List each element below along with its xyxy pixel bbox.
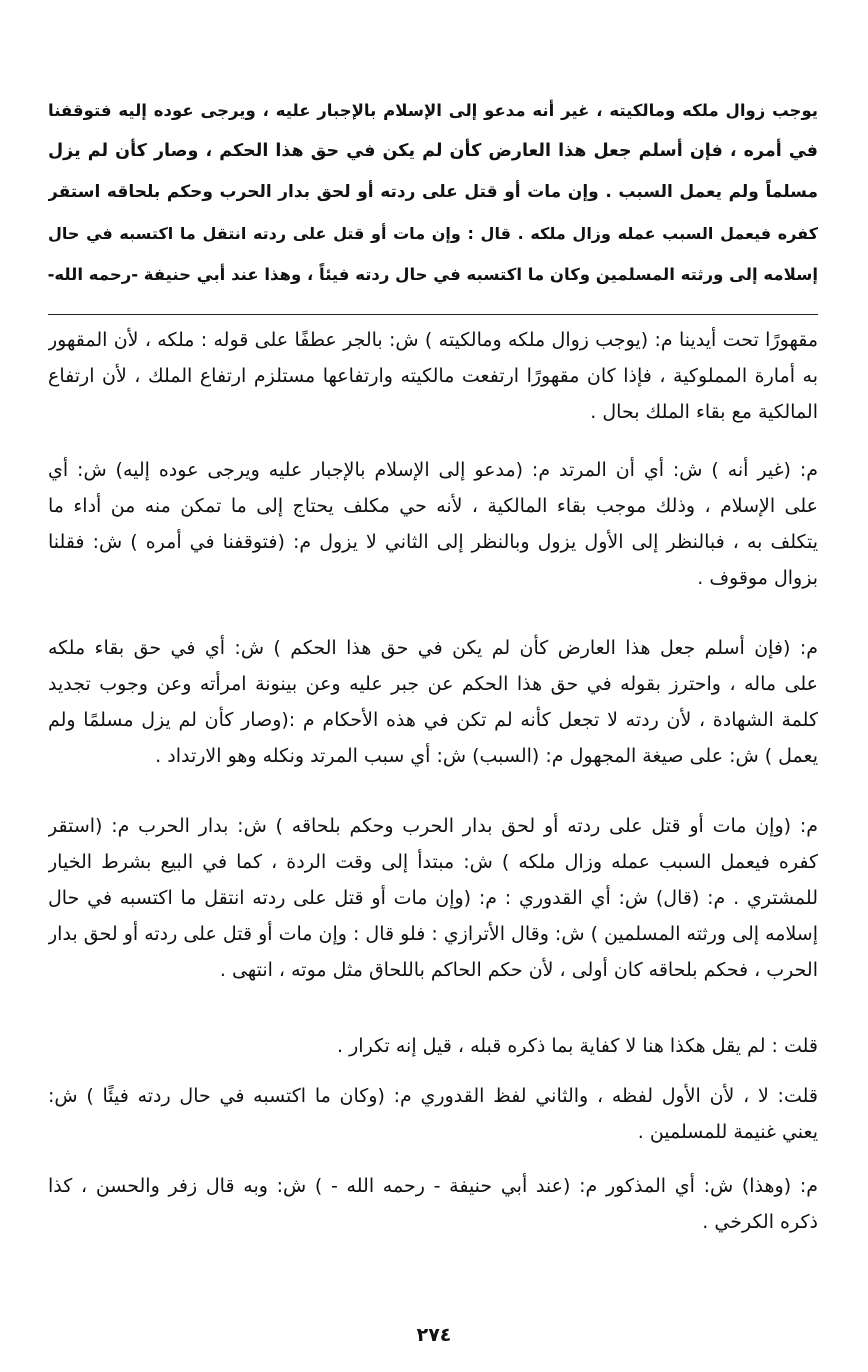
commentary-line: بزوال موقوف . <box>697 567 818 589</box>
commentary-line: قلت: لا ، لأن الأول لفظه ، والثاني لفظ القدوري م: (وكان ما اكتسبه في حال ردته فيئًا ) ش: <box>48 1085 818 1107</box>
commentary-paragraph <box>48 1028 818 1064</box>
commentary-line: للمشتري . م: (قال) ش: أي القدوري : م: (وإن مات أو قتل على ردته انتقل ما اكتسبه في حال <box>48 887 818 909</box>
commentary-paragraph <box>48 630 818 774</box>
matn-line: إسلامه إلى ورثته المسلمين وكان ما اكتسبه في حال ردته فيئاً ، وهذا عند أبي حنيفة -رحمه الله- <box>48 265 818 284</box>
commentary-paragraph <box>48 452 818 596</box>
commentary-line: يعني غنيمة للمسلمين . <box>637 1121 818 1143</box>
commentary-line: على الإسلام ، وذلك موجب بقاء المالكية ، لأنه حي مكلف يحتاج إلى ما تمكن منه من أداء ما <box>48 495 818 517</box>
commentary-line: كلمة الشهادة ، لأن ردته لا تجعل كأنه لم تكن في هذه الأحكام م :(وصار كأن لم يزل مسلمًا ولم <box>48 709 818 731</box>
commentary-line: قلت : لم يقل هكذا هنا لا كفاية بما ذكره قبله ، قيل إنه تكرار . <box>337 1035 818 1057</box>
commentary-line: يتكلف به ، فبالنظر إلى الأول يزول وبالنظر إلى الثاني لا يزول م: (فتوقفنا في أمره ) ش: فقلنا <box>48 531 818 553</box>
commentary-line: المالكية مع بقاء الملك بحال . <box>590 401 818 423</box>
commentary-line: كفره فيعمل السبب عمله وزال ملكه ) ش: مبتدأ إلى وقت الردة ، كما في البيع بشرط الخيار <box>48 851 818 873</box>
commentary-line: م: (وهذا) ش: أي المذكور م: (عند أبي حنيفة - رحمه الله - ) ش: وبه قال زفر والحسن ، كذا <box>48 1175 818 1197</box>
matn-text <box>48 90 818 295</box>
separator-rule <box>48 314 818 315</box>
commentary-line: مقهورًا تحت أيدينا م: (يوجب زوال ملكه ومالكيته ) ش: بالجر عطفًا على قوله : ملكه ، لأن المقهور <box>48 329 818 351</box>
matn-line: يوجب زوال ملكه ومالكيته ، غير أنه مدعو إلى الإسلام بالإجبار عليه ، ويرجى عوده إليه فتوقفنا <box>48 101 818 120</box>
commentary-line: يعمل ) ش: على صيغة المجهول م: (السبب) ش: أي سبب المرتد ونكله وهو الارتداد . <box>155 745 818 767</box>
commentary-line: به أمارة المملوكية ، فإذا كان مقهورًا ارتفعت مالكيته وارتفاعها مستلزم ارتفاع الملك ، لأن ارتفاع <box>48 365 818 387</box>
commentary-line: م: (غير أنه ) ش: أي أن المرتد م: (مدعو إلى الإسلام بالإجبار عليه ويرجى عوده إليه) ش: أي <box>48 459 818 481</box>
page-number: ٢٧٤ <box>416 1324 452 1346</box>
commentary-line: الحرب ، فحكم بلحاقه كان أولى ، لأن حكم الحاكم باللحاق مثل موته ، انتهى . <box>219 959 818 981</box>
matn-line: كفره فيعمل السبب عمله وزال ملكه . قال : وإن مات أو قتل على ردته انتقل ما اكتسبه في حال <box>48 224 818 243</box>
commentary-paragraph <box>48 322 818 430</box>
commentary-line: على ماله ، واحترز بقوله في حق هذا الحكم عن جبر عليه وعن بينونة امرأته وعن وجوب تجديد <box>48 673 818 695</box>
commentary-paragraph <box>48 808 818 988</box>
matn-line: مسلماً ولم يعمل السبب . وإن مات أو قتل على ردته أو لحق بدار الحرب وحكم بلحاقه استقر <box>48 182 818 202</box>
commentary-line: م: (فإن أسلم جعل هذا العارض كأن لم يكن في حق هذا الحكم ) ش: أي في حق بقاء ملكه <box>48 637 818 659</box>
matn-line: في أمره ، فإن أسلم جعل هذا العارض كأن لم يكن في حق هذا الحكم ، وصار كأن لم يزل <box>48 141 818 161</box>
commentary-line: إسلامه إلى ورثته المسلمين ) ش: وقال الأترازي : فلو قال : وإن مات أو قتل على ردته أو لحق بدار <box>48 923 818 945</box>
commentary-paragraph <box>48 1078 818 1150</box>
commentary-line: ذكره الكرخي . <box>702 1211 818 1233</box>
commentary-line: م: (وإن مات أو قتل على ردته أو لحق بدار الحرب وحكم بلحاقه ) ش: بدار الحرب م: (استقر <box>48 815 818 837</box>
commentary-paragraph <box>48 1168 818 1240</box>
